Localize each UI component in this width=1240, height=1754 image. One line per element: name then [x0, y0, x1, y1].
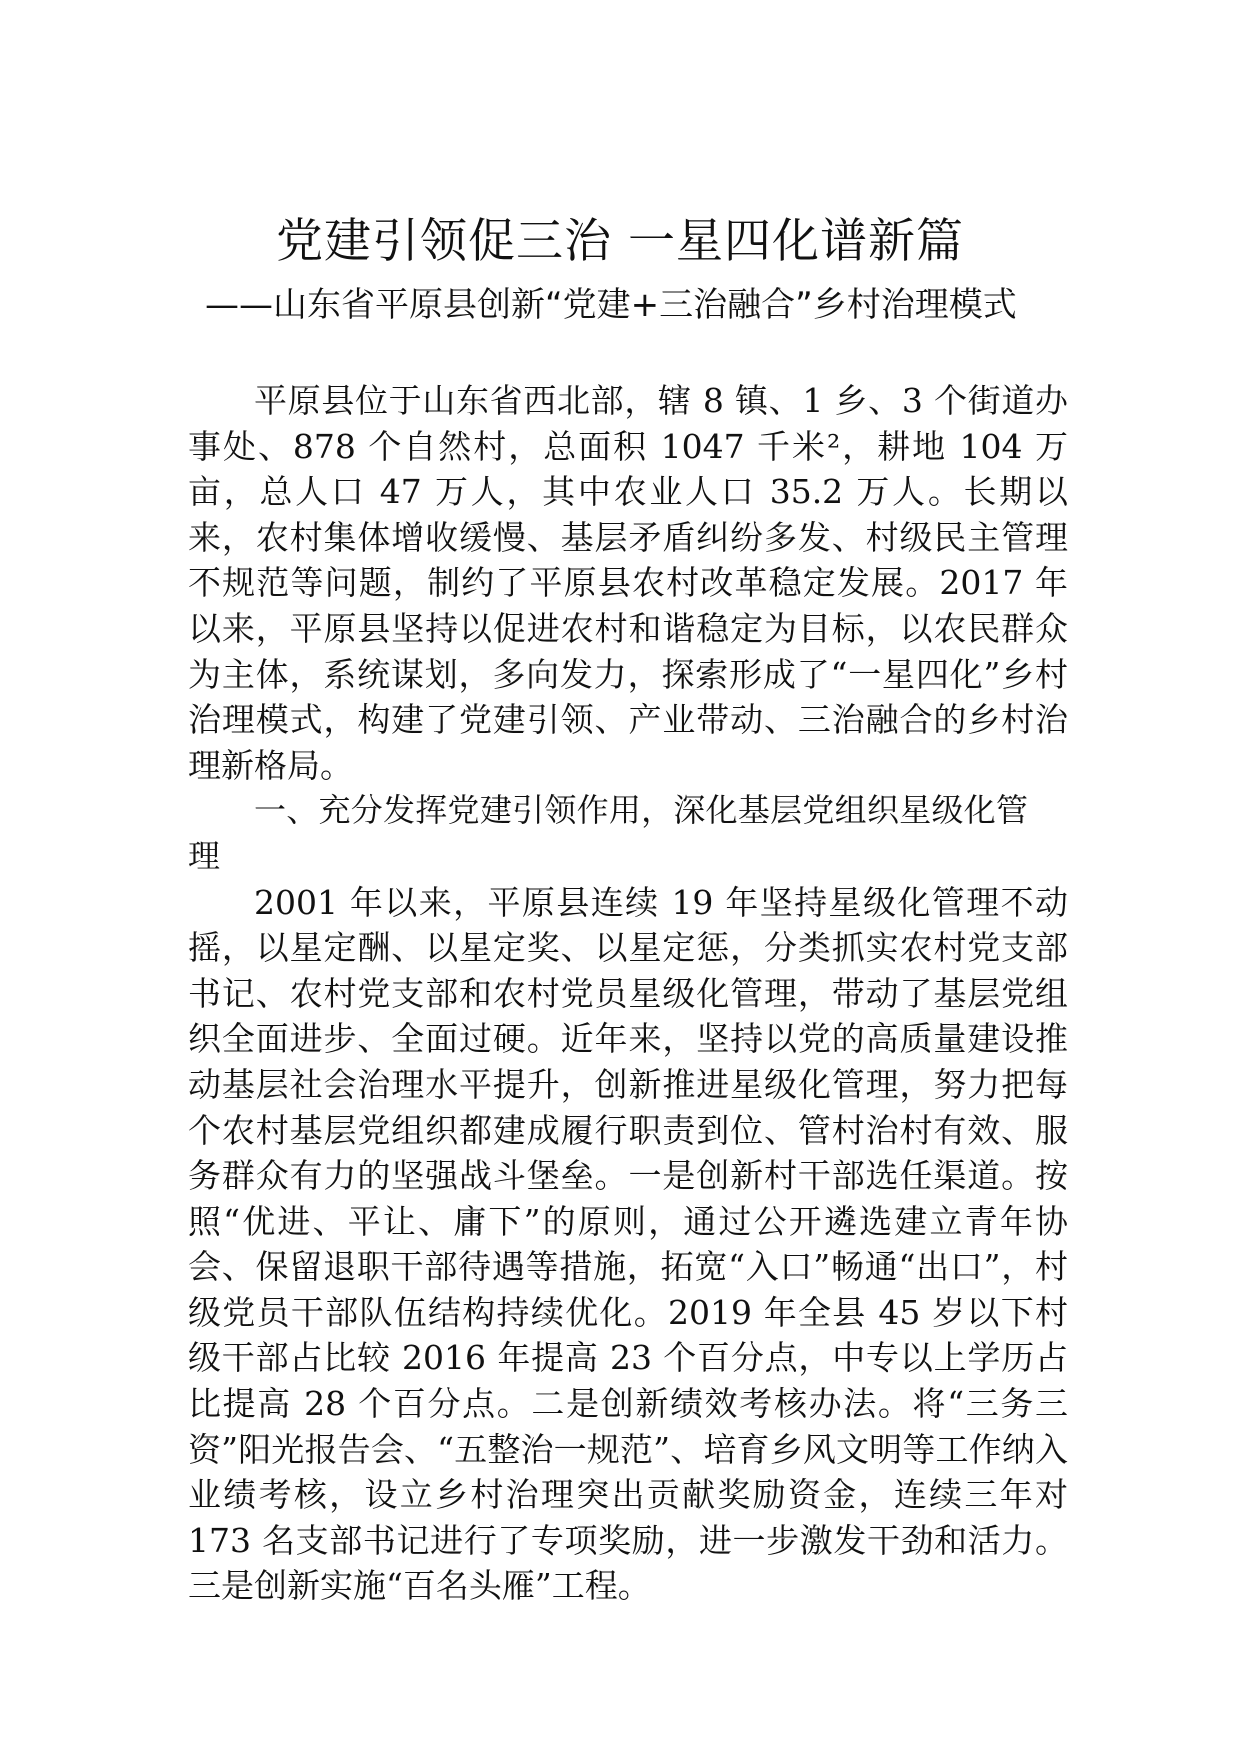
section-heading: 一、充分发挥党建引领作用，深化基层党组织星级化管理: [188, 791, 1028, 875]
body-paragraph: 2001 年以来，平原县连续 19 年坚持星级化管理不动摇，以星定酬、以星定奖、以星定惩，分类抓实农村党支部书记、农村党支部和农村党员星级化管理，带动了基层党组织全面进步、全面过硬。近年来，坚持以党的高质量建设推动基层社会治理水平提升，创新推进星级化管理，努力把每个农村基层党组织都建成履行职责到位、管村治村有效、服务群众有力的坚强战斗堡垒。一是创新村干部选任渠道。按照“优进、平让、庸下”的原则，通过公开遴选建立青年协会、保留退职干部待遇等措施，拓宽“入口”畅通“出口”，村级党员干部队伍结构持续优化。2019 年全县 45 岁以下村级干部占比较 2016 年提高 23 个百分点，中专以上学历占比提高 28 个百分点。二是创新绩效考核办法。将“三务三资”阳光报告会、“五整治一规范”、培育乡风文明等工作纳入业绩考核，设立乡村治理突出贡献奖励资金，连续三年对 173 名支部书记进行了专项奖励，进一步激发干劲和活力。三是创新实施“百名头雁”工程。: [188, 882, 1068, 1606]
document-body: [188, 378, 1068, 1609]
document-title: 党建引领促三治 一星四化谱新篇: [276, 214, 964, 269]
document-subtitle: ——山东省平原县创新“党建+三治融合”乡村治理模式: [205, 285, 1017, 325]
body-paragraph: 平原县位于山东省西北部，辖 8 镇、1 乡、3 个街道办事处、878 个自然村，总面积 1047 千米²，耕地 104 万亩，总人口 47 万人，其中农业人口 35.2 万人。长期以来，农村集体增收缓慢、基层矛盾纠纷多发、村级民主管理不规范等问题，制约了平原县农村改革稳定发展。2017 年以来，平原县坚持以促进农村和谐稳定为目标，以农民群众为主体，系统谋划，多向发力，探索形成了“一星四化”乡村治理模式，构建了党建引领、产业带动、三治融合的乡村治理新格局。: [188, 381, 1068, 785]
